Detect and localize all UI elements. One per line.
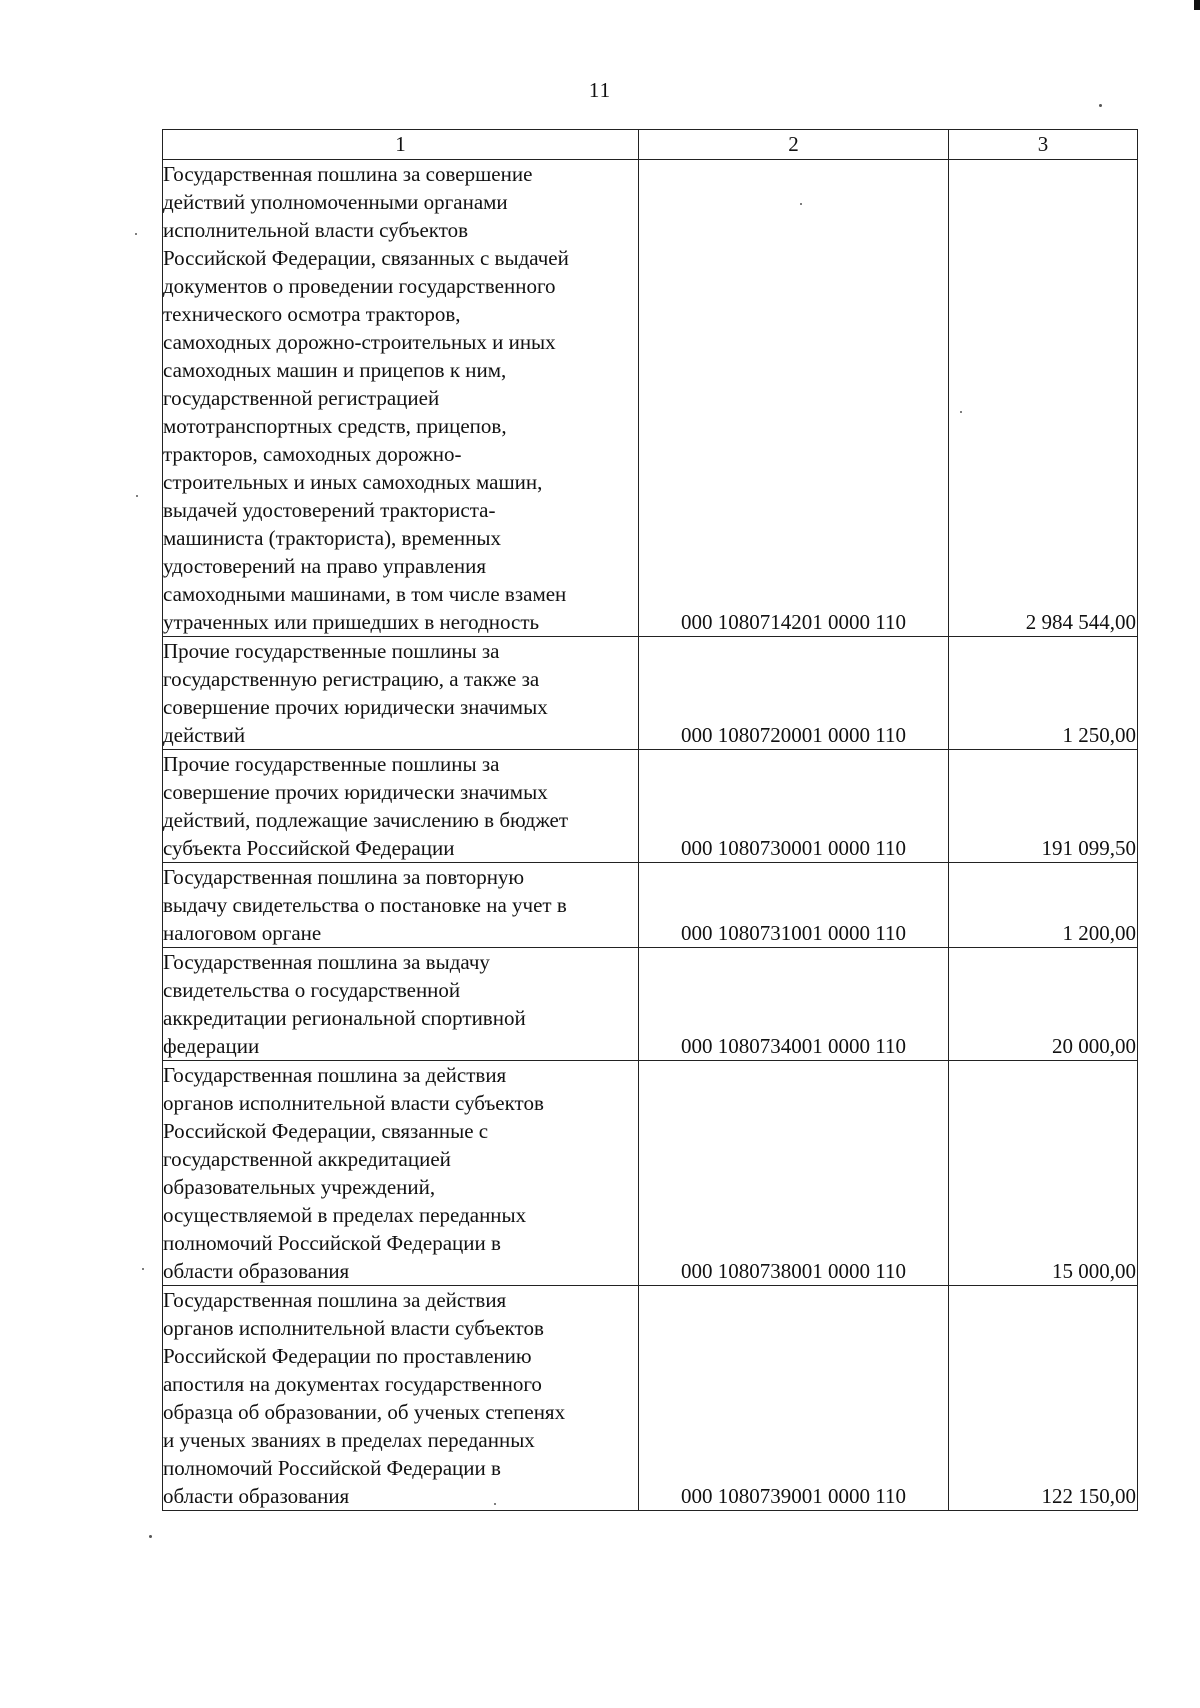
revenue-name-line: Государственная пошлина за действия [163, 1288, 507, 1312]
table-row [163, 1061, 1138, 1286]
revenue-name-line: самоходных дорожно-строительных и иных [163, 330, 556, 354]
revenue-name-line: совершение прочих юридически значимых [163, 780, 548, 804]
amount-cell: 2 984 544,00 [949, 160, 1138, 637]
revenue-name-line: апостиля на документах государственного [163, 1372, 542, 1396]
revenue-table-container [162, 129, 1137, 1511]
revenue-name-line: выдачей удостоверений тракториста- [163, 498, 496, 522]
revenue-name-line: свидетельства о государственной [163, 978, 461, 1002]
table-row [163, 160, 1138, 637]
table-row [163, 863, 1138, 948]
amount-cell: 20 000,00 [949, 948, 1138, 1061]
amount-cell: 1 200,00 [949, 863, 1138, 948]
scan-speck [142, 1268, 144, 1270]
revenue-name-line: Государственная пошлина за действия [163, 1063, 507, 1087]
budget-classification-code-cell: 000 1080734001 0000 110 [639, 948, 949, 1061]
table-body [163, 160, 1138, 1511]
revenue-name-line: технического осмотра тракторов, [163, 302, 461, 326]
revenue-name-line: осуществляемой в пределах переданных [163, 1203, 527, 1227]
revenue-name-line: мототранспортных средств, прицепов, [163, 414, 507, 438]
revenue-name-line: государственной аккредитацией [163, 1147, 451, 1171]
scan-speck [135, 233, 137, 235]
table-row [163, 637, 1138, 750]
amount-cell: 122 150,00 [949, 1286, 1138, 1511]
revenue-name-line: выдачу свидетельства о постановке на учет в [163, 893, 567, 917]
scan-speck [494, 1503, 496, 1505]
budget-classification-code-cell: 000 1080738001 0000 110 [639, 1061, 949, 1286]
revenue-name-line: действий уполномоченными органами [163, 190, 508, 214]
revenue-name-line: полномочий Российской Федерации в [163, 1231, 501, 1255]
revenue-name-line: органов исполнительной власти субъектов [163, 1316, 544, 1340]
table-row [163, 750, 1138, 863]
budget-classification-code-cell: 000 1080714201 0000 110 [639, 160, 949, 637]
column-header-2: 2 [639, 130, 949, 160]
revenue-name-cell [163, 1061, 639, 1286]
revenue-name-line: машиниста (тракториста), временных [163, 526, 501, 550]
table-row [163, 948, 1138, 1061]
revenue-name-line: Российской Федерации, связанных с выдачей [163, 246, 569, 270]
amount-cell: 1 250,00 [949, 637, 1138, 750]
revenue-name-line: утраченных или пришедших в негодность [163, 610, 540, 634]
revenue-name-line: органов исполнительной власти субъектов [163, 1091, 544, 1115]
revenue-name-line: государственную регистрацию, а также за [163, 667, 540, 691]
revenue-name-line: области образования [163, 1259, 350, 1283]
revenue-name-cell [163, 160, 639, 637]
column-header-3: 3 [949, 130, 1138, 160]
scan-speck [1099, 104, 1102, 107]
table-header-row [163, 130, 1138, 160]
revenue-name-line: удостоверений на право управления [163, 554, 487, 578]
budget-classification-code-cell: 000 1080731001 0000 110 [639, 863, 949, 948]
scan-speck [149, 1535, 152, 1538]
revenue-name-line: и ученых званиях в пределах переданных [163, 1428, 535, 1452]
column-header-1: 1 [163, 130, 639, 160]
revenue-name-line: Государственная пошлина за совершение [163, 162, 533, 186]
budget-classification-code-cell: 000 1080739001 0000 110 [639, 1286, 949, 1511]
amount-cell: 15 000,00 [949, 1061, 1138, 1286]
revenue-name-line: образовательных учреждений, [163, 1175, 436, 1199]
revenue-name-cell [163, 750, 639, 863]
revenue-name-cell [163, 637, 639, 750]
revenue-name-line: Государственная пошлина за повторную [163, 865, 525, 889]
revenue-name-line: Прочие государственные пошлины за [163, 752, 500, 776]
revenue-name-line: документов о проведении государственного [163, 274, 556, 298]
revenue-name-line: Государственная пошлина за выдачу [163, 950, 490, 974]
revenue-name-line: самоходными машинами, в том числе взамен [163, 582, 567, 606]
revenue-name-line: государственной регистрацией [163, 386, 440, 410]
revenue-name-line: Российской Федерации по проставлению [163, 1344, 532, 1368]
revenue-name-line: Прочие государственные пошлины за [163, 639, 500, 663]
revenue-name-line: Российской Федерации, связанные с [163, 1119, 489, 1143]
revenue-name-line: строительных и иных самоходных машин, [163, 470, 543, 494]
revenue-name-line: налоговом органе [163, 921, 322, 945]
revenue-name-cell [163, 863, 639, 948]
revenue-name-line: самоходных машин и прицепов к ним, [163, 358, 507, 382]
revenue-name-line: субъекта Российской Федерации [163, 836, 455, 860]
page-number: 11 [588, 78, 612, 102]
revenue-name-line: полномочий Российской Федерации в [163, 1456, 501, 1480]
amount-cell: 191 099,50 [949, 750, 1138, 863]
revenue-name-line: образца об образовании, об ученых степенях [163, 1400, 566, 1424]
revenue-name-line: тракторов, самоходных дорожно- [163, 442, 462, 466]
budget-classification-code-cell: 000 1080720001 0000 110 [639, 637, 949, 750]
revenue-name-line: федерации [163, 1034, 260, 1058]
revenue-name-line: исполнительной власти субъектов [163, 218, 469, 242]
revenue-name-cell [163, 1286, 639, 1511]
revenue-name-line: совершение прочих юридически значимых [163, 695, 548, 719]
scan-speck [136, 495, 138, 497]
revenue-name-line: области образования [163, 1484, 350, 1508]
revenue-name-cell [163, 948, 639, 1061]
scan-speck [800, 203, 802, 205]
revenue-table [162, 129, 1138, 1511]
budget-classification-code-cell: 000 1080730001 0000 110 [639, 750, 949, 863]
scan-edge-mark [1194, 0, 1200, 10]
revenue-name-line: аккредитации региональной спортивной [163, 1006, 526, 1030]
revenue-name-line: действий [163, 723, 246, 747]
table-row [163, 1286, 1138, 1511]
scan-speck [960, 411, 962, 413]
table-header [163, 130, 1138, 160]
revenue-name-line: действий, подлежащие зачислению в бюджет [163, 808, 569, 832]
